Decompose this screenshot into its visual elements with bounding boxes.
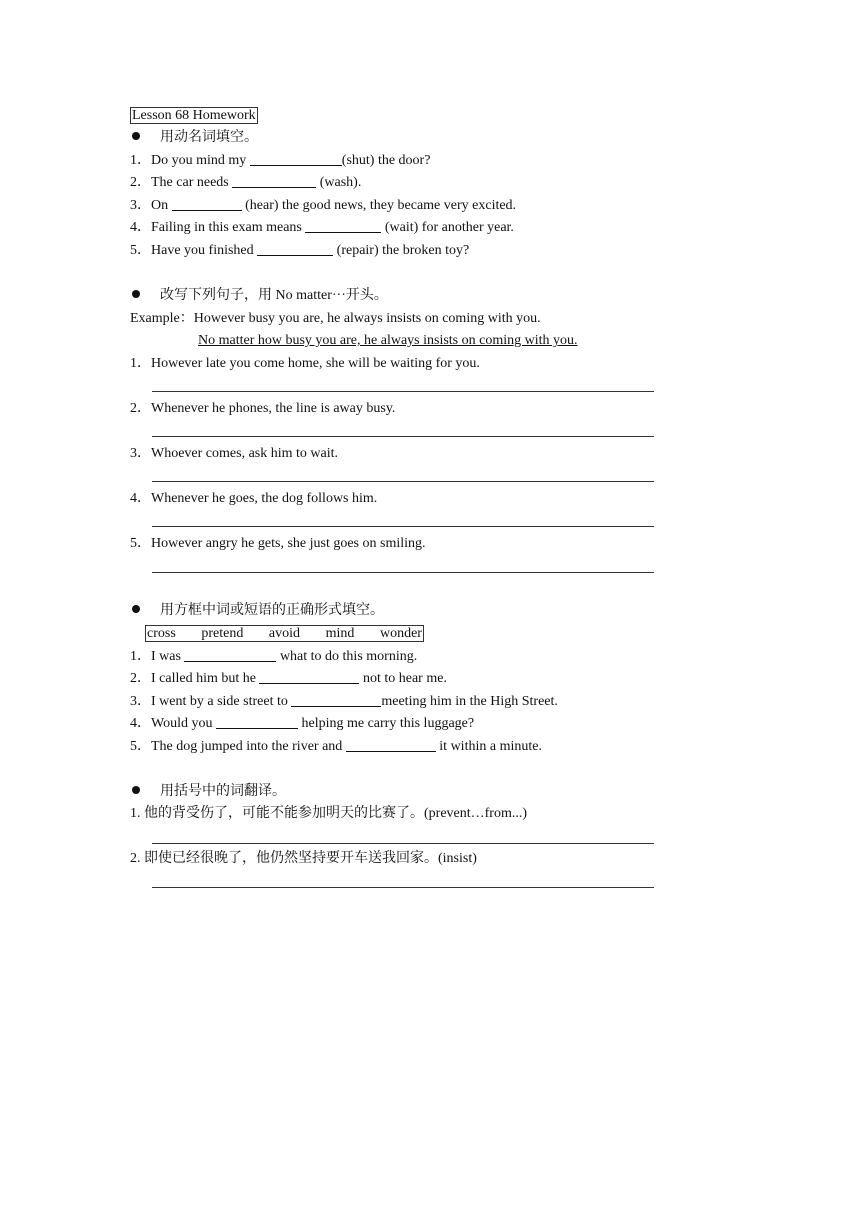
item-number: 4．: [130, 220, 151, 235]
item-number: 4．: [130, 491, 151, 506]
section4-heading-text: 用括号中的词翻译。: [160, 784, 286, 799]
answer-line[interactable]: [152, 572, 654, 573]
item-number: 5．: [130, 739, 151, 754]
section1-item-2: [130, 174, 361, 192]
section3-heading: [130, 602, 384, 620]
item-text: 他的背受伤了，可能不能参加明天的比赛了。(prevent…from...): [144, 806, 528, 821]
worksheet-title-line: [130, 107, 258, 125]
item-text: Whoever comes, ask him to wait.: [151, 446, 339, 461]
item-text-after: not to hear me.: [362, 671, 447, 686]
section1-item-4: [130, 219, 514, 237]
item-text-before: Have you finished: [151, 243, 254, 258]
item-text-before: On: [151, 198, 169, 213]
answer-line[interactable]: [152, 391, 654, 392]
section2-item-3: [130, 445, 338, 463]
section3-heading-text: 用方框中词或短语的正确形式填空。: [160, 603, 384, 618]
item-number: 1．: [130, 649, 151, 664]
section2-example: [130, 310, 541, 328]
item-text-after: (wash).: [319, 175, 362, 190]
section2-item-2: [130, 400, 395, 418]
fill-blank[interactable]: [305, 219, 381, 233]
item-text-after: (hear) the good news, they became very excited.: [245, 198, 517, 213]
answer-line[interactable]: [152, 526, 654, 527]
bullet-icon: [130, 129, 160, 147]
word-bank-box: [145, 625, 424, 642]
item-text-before: I was: [151, 649, 181, 664]
item-text: However angry he gets, she just goes on smiling.: [151, 536, 426, 551]
item-text-after: (shut) the door?: [341, 153, 431, 168]
section1-item-3: [130, 197, 516, 215]
fill-blank[interactable]: [250, 152, 342, 166]
answer-line[interactable]: [152, 843, 654, 844]
fill-blank[interactable]: [216, 715, 298, 729]
section4-heading: [130, 783, 286, 801]
word-bank-item: pretend: [201, 626, 244, 641]
section1-item-1: [130, 152, 430, 170]
section3-item-1: [130, 648, 417, 666]
item-number: 2.: [130, 851, 141, 866]
fill-blank[interactable]: [172, 197, 242, 211]
fill-blank[interactable]: [291, 693, 381, 707]
fill-blank[interactable]: [232, 174, 316, 188]
item-text-before: I called him but he: [151, 671, 256, 686]
section1-item-5: [130, 242, 469, 260]
item-number: 5．: [130, 243, 151, 258]
section2-item-5: [130, 535, 426, 553]
item-text-after: (wait) for another year.: [384, 220, 514, 235]
section2-item-4: [130, 490, 377, 508]
section1-heading: [130, 129, 258, 147]
worksheet-title: Lesson 68 Homework: [132, 108, 256, 123]
item-text: Whenever he phones, the line is away busy.: [151, 401, 396, 416]
item-number: 1．: [130, 356, 151, 371]
item-text-before: Would you: [151, 716, 213, 731]
word-bank-item: mind: [325, 626, 355, 641]
item-number: 3．: [130, 198, 151, 213]
section4-item-2: [130, 850, 477, 868]
item-text-after: helping me carry this luggage?: [301, 716, 475, 731]
example-label: Example：: [130, 311, 194, 326]
section2-heading-text: 改写下列句子，用 No matter···开头。: [160, 288, 388, 303]
item-number: 4．: [130, 716, 151, 731]
item-text-after: meeting him in the High Street.: [381, 694, 558, 709]
item-number: 2．: [130, 175, 151, 190]
fill-blank[interactable]: [259, 670, 359, 684]
item-number: 2．: [130, 401, 151, 416]
fill-blank[interactable]: [184, 648, 276, 662]
item-text-after: (repair) the broken toy?: [336, 243, 470, 258]
example-answer: No matter how busy you are, he always insists on coming with you.: [198, 333, 578, 348]
item-text: However late you come home, she will be waiting for you.: [151, 356, 480, 371]
section3-item-2: [130, 670, 447, 688]
example-question: However busy you are, he always insists on coming with you.: [193, 311, 541, 326]
item-text-before: Failing in this exam means: [151, 220, 302, 235]
item-number: 1.: [130, 806, 141, 821]
section1-heading-text: 用动名词填空。: [160, 130, 258, 145]
bullet-icon: [130, 602, 160, 620]
fill-blank[interactable]: [346, 738, 436, 752]
word-bank-item: cross: [147, 626, 176, 641]
item-number: 3．: [130, 694, 151, 709]
section3-item-5: [130, 738, 542, 756]
section3-item-4: [130, 715, 474, 733]
item-number: 1．: [130, 153, 151, 168]
item-text: Whenever he goes, the dog follows him.: [151, 491, 378, 506]
answer-line[interactable]: [152, 481, 654, 482]
item-text: 即使已经很晚了，他仍然坚持要开车送我回家。(insist): [144, 851, 477, 866]
word-bank-item: wonder: [379, 626, 422, 641]
item-text-after: what to do this morning.: [279, 649, 418, 664]
item-number: 2．: [130, 671, 151, 686]
answer-line[interactable]: [152, 436, 654, 437]
word-bank-item: avoid: [268, 626, 301, 641]
item-text-before: Do you mind my: [151, 153, 247, 168]
item-number: 5．: [130, 536, 151, 551]
bullet-icon: [130, 287, 160, 305]
fill-blank[interactable]: [257, 242, 333, 256]
item-text-before: I went by a side street to: [151, 694, 288, 709]
bullet-icon: [130, 783, 160, 801]
answer-line[interactable]: [152, 887, 654, 888]
section2-item-1: [130, 355, 480, 373]
item-text-after: it within a minute.: [439, 739, 542, 754]
item-number: 3．: [130, 446, 151, 461]
item-text-before: The car needs: [151, 175, 229, 190]
section3-item-3: [130, 693, 558, 711]
item-text-before: The dog jumped into the river and: [151, 739, 343, 754]
section2-heading: [130, 287, 388, 305]
section4-item-1: [130, 805, 527, 823]
